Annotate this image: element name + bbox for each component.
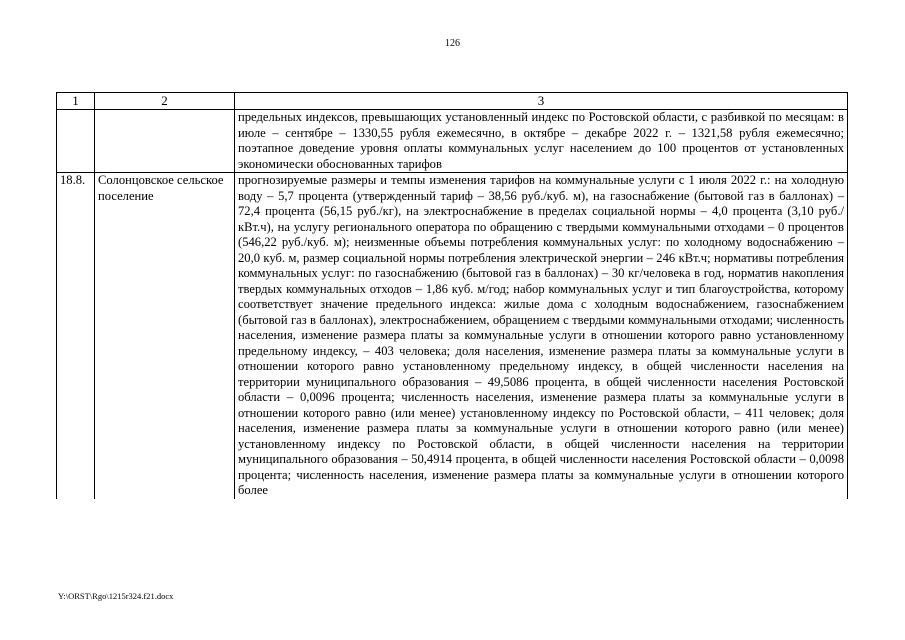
table-header-row [57, 93, 848, 110]
table-row [57, 173, 848, 499]
header-col-3: 3 [235, 93, 848, 110]
row-number: 18.8. [57, 173, 95, 499]
footer-file-path: Y:\ORST\Rgo\1215r324.f21.docx [58, 591, 174, 601]
settlement-name [95, 110, 235, 173]
page-number: 126 [445, 38, 460, 49]
tariff-description: предельных индексов, превышающих установленный индекс по Ростовской области, с разбивкой по месяцам: в июле – сентябре – 1330,55 рубля ежемесячно, в октябре – декабре 2022 г. – 1321,58 рубля ежемесячно; поэтапное доведение уровня оплаты коммунальных услуг населением до 100 процентов от установленных экономически обоснованных тарифов [235, 110, 848, 173]
row-number [57, 110, 95, 173]
header-col-1: 1 [57, 93, 95, 110]
table-row [57, 110, 848, 173]
settlement-name: Солонцовское сельское поселение [95, 173, 235, 499]
tariff-description: прогнозируемые размеры и темпы изменения тарифов на коммунальные услуги с 1 июля 2022 г.: на холодную воду – 5,7 процента (утвержденный тариф – 38,56 руб./куб. м), на газоснабжение (бытовой газ в баллонах) – 72,4 процента (56,15 руб./кг), на электроснабжение в пределах социальной нормы – 4,0 процента (3,10 руб./кВт.ч), на услугу регионального оператора по обращению с твердыми коммунальными отходами – 0 процентов (546,22 руб./куб. м); неизменные объемы потребления коммунальных услуг: по холодному водоснабжению – 20,0 куб. м, размер социальной нормы потребления электрической энергии – 246 кВт.ч; нормативы потребления коммунальных услуг: по газоснабжению (бытовой газ в баллонах) – 30 кг/человека в год, норматив накопления твердых коммунальных отходов – 1,86 куб. м/год; набор коммунальных услуг и тип благоустройства, которому соответствует значение предельного индекса: жилые дома с холодным водоснабжением, газоснабжением (бытовой газ в баллонах), электроснабжением, обращением с твердыми коммунальными отходами; численность населения, изменение размера платы за коммунальные услуги в отношении которого равно установленному предельному индексу, – 403 человека; доля населения, изменение размера платы за коммунальные услуги в отношении которого равно установленному предельному индексу, в общей численности населения на территории муниципального образования – 49,5086 процента, в общей численности населения Ростовской области – 0,0096 процента; численность населения, изменение размера платы за коммунальные услуги в отношении которого равно (или менее) установленному индексу по Ростовской области, – 411 человек; доля населения, изменение размера платы за коммунальные услуги в отношении которого равно (или менее) установленному индексу по Ростовской области, в общей численности населения на территории муниципального образования – 50,4914 процента, в общей численности населения Ростовской области – 0,0098 процента; численность населения, изменение размера платы за коммунальные услуги в отношении которого более [235, 173, 848, 499]
tariff-table [56, 92, 848, 499]
header-col-2: 2 [95, 93, 235, 110]
